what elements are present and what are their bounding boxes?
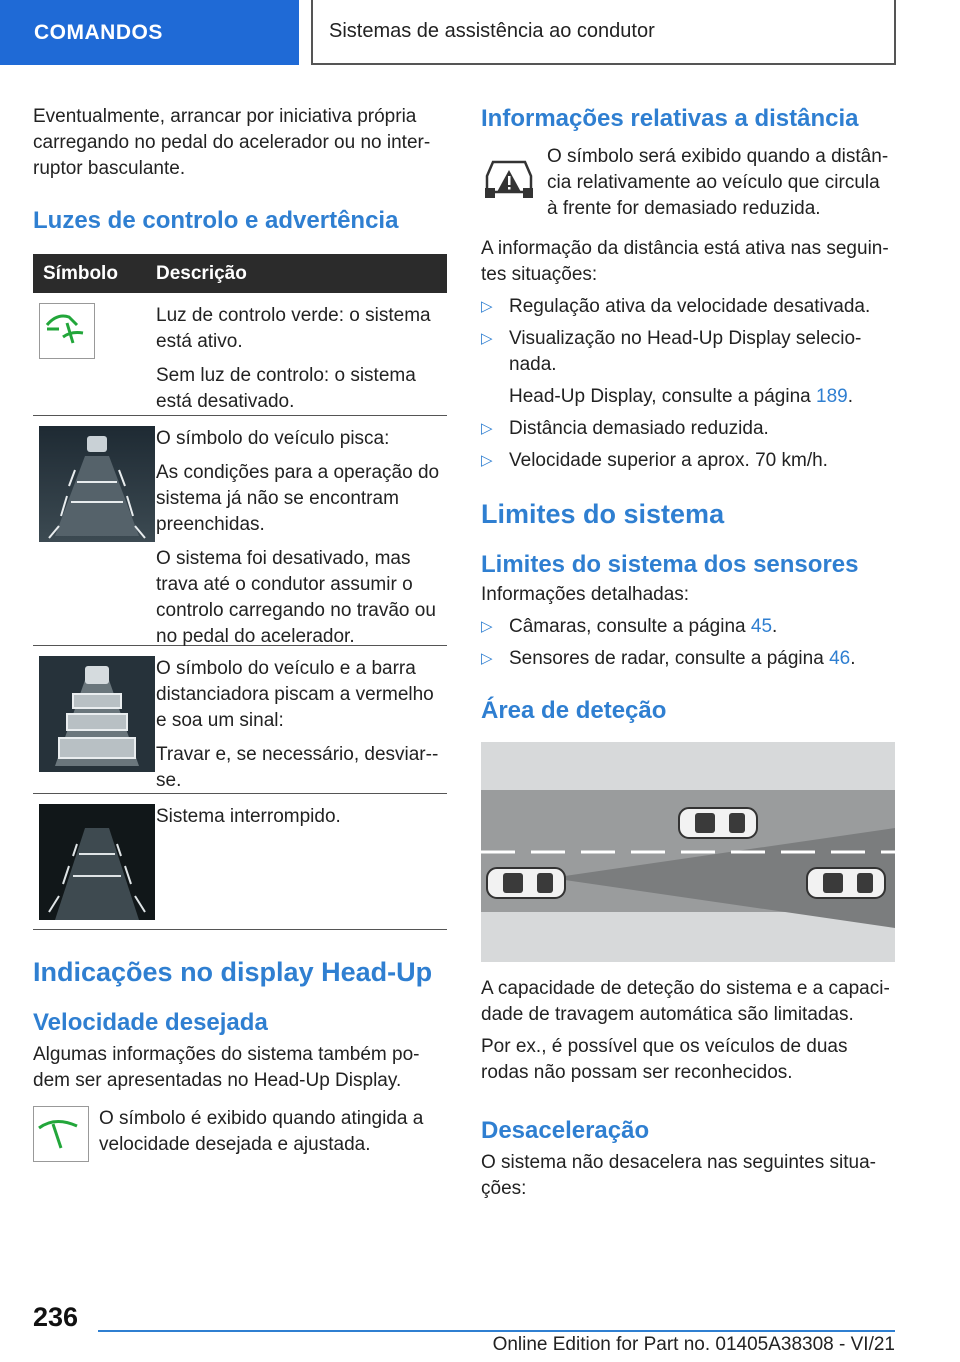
footer-divider <box>98 1330 895 1332</box>
symbol-cell <box>33 416 156 645</box>
edition-text: Online Edition for Part no. 01405A38308 - VI/21 <box>492 1334 895 1355</box>
triangle-bullet-icon: ▷ <box>481 298 493 315</box>
sensor-bullet-list <box>481 614 895 672</box>
description-cell <box>156 794 447 929</box>
col-description: Descrição <box>156 262 247 284</box>
car-icon <box>679 808 757 838</box>
description-cell <box>156 646 447 793</box>
desc-line: O símbolo do veículo e a barra distanciadora piscam a vermelho e soa um sinal: <box>156 658 434 731</box>
triangle-bullet-icon: ▷ <box>481 420 493 437</box>
hud-heading: Indicações no display Head-Up <box>33 957 433 987</box>
green-distance-control-icon <box>39 303 95 359</box>
distance-icon-block <box>481 144 895 222</box>
distance-info: A informação da distância está ativa nas seguin-tes situações: <box>481 238 889 285</box>
details-label: Informações detalhadas: <box>481 584 690 605</box>
section-title: Sistemas de assistência ao condutor <box>311 0 896 65</box>
table-row <box>33 794 447 930</box>
triangle-bullet-icon: ▷ <box>481 452 493 469</box>
table-row <box>33 416 447 646</box>
page-number: 236 <box>33 1302 79 1332</box>
car-icon <box>807 868 885 898</box>
detection-text: A capacidade de deteção do sistema e a capaci-dade de travagem automática são limitadas. <box>481 978 890 1025</box>
intro-paragraph: Eventualmente, arrancar por iniciativa própria carregando no pedal do acelerador ou no inter-ruptor basculante. <box>33 106 431 179</box>
car-icon <box>487 868 565 898</box>
triangle-bullet-icon: ▷ <box>481 618 493 635</box>
symbol-cell <box>33 794 156 929</box>
left-column <box>33 104 447 1162</box>
right-column <box>481 104 895 1202</box>
description-cell <box>156 416 447 645</box>
vehicle-blinking-icon <box>39 426 155 542</box>
detection-area-illustration <box>481 742 895 962</box>
col-symbol: Símbolo <box>43 262 118 284</box>
desc-line: Travar e, se necessário, desviar--se. <box>156 744 439 791</box>
symbol-cell <box>33 646 156 793</box>
table-header <box>33 254 447 293</box>
desc-line: Luz de controlo verde: o sistema está ativo. <box>156 305 431 352</box>
description-cell <box>156 293 447 415</box>
decel-heading: Desaceleração <box>481 1117 650 1144</box>
lights-heading: Luzes de controlo e advertência <box>33 207 399 234</box>
detection-heading: Área de deteção <box>481 697 667 724</box>
hud-page-link[interactable]: 189 <box>816 386 848 407</box>
limits-heading: Limites do sistema <box>481 499 725 529</box>
list-item: ▷ Visualização no Head-Up Display selecio-nada. Head-Up Display, consulte a página 189. <box>481 328 862 407</box>
vehicle-and-bar-red-icon <box>39 656 155 772</box>
decel-text: O sistema não desacelera nas seguintes situa-ções: <box>481 1152 876 1199</box>
desc-line: O sistema foi desativado, mas trava até o condutor assumir o controlo carregando no travão ou no pedal do acelerador. <box>156 548 436 647</box>
desc-line: Sistema interrompido. <box>156 806 341 827</box>
symbol-cell <box>33 293 156 415</box>
desc-line: As condições para a operação do sistema já não se encontram preenchidas. <box>156 462 440 535</box>
radar-page-link[interactable]: 46 <box>829 648 851 669</box>
list-item: ▷ Velocidade superior a aprox. 70 km/h. <box>481 448 895 474</box>
desc-line: Sem luz de controlo: o sistema está desativado. <box>156 365 416 412</box>
chapter-tab: COMANDOS <box>0 0 299 65</box>
distance-icon-text: O símbolo será exibido quando a distân-cia relativamente ao veículo que circula à frente for demasiado reduzida. <box>547 146 889 219</box>
system-interrupted-icon <box>39 804 155 920</box>
list-item: ▷ Câmaras, consulte a página 45. <box>481 614 895 640</box>
table-row <box>33 293 447 416</box>
list-item: ▷ Sensores de radar, consulte a página 46. <box>481 646 895 672</box>
list-item: ▷ Regulação ativa da velocidade desativada. <box>481 294 895 320</box>
hud-ref-text: Head-Up Display, consulte a página <box>509 386 816 407</box>
distance-bullet-list <box>481 294 895 474</box>
speed-icon-block <box>33 1106 447 1162</box>
speed-icon-text: O símbolo é exibido quando atingida a velocidade desejada e ajustada. <box>99 1108 424 1155</box>
distance-heading: Informações relativas a distância <box>481 105 859 132</box>
list-item: ▷ Distância demasiado reduzida. <box>481 416 895 442</box>
table-row <box>33 646 447 794</box>
speed-heading: Velocidade desejada <box>33 1009 268 1036</box>
detection-text-2: Por ex., é possível que os veículos de duas rodas não possam ser reconhecidos. <box>481 1036 848 1083</box>
triangle-bullet-icon: ▷ <box>481 330 493 347</box>
desired-speed-icon <box>33 1106 89 1162</box>
speed-text: Algumas informações do sistema também po-dem ser apresentadas no Head-Up Display. <box>33 1044 420 1091</box>
lights-table <box>33 254 447 930</box>
sensor-limits-heading: Limites do sistema dos sensores <box>481 551 859 578</box>
cameras-page-link[interactable]: 45 <box>750 616 773 637</box>
distance-warning-car-icon <box>481 152 537 202</box>
triangle-bullet-icon: ▷ <box>481 650 493 667</box>
desc-line: O símbolo do veículo pisca: <box>156 428 390 449</box>
